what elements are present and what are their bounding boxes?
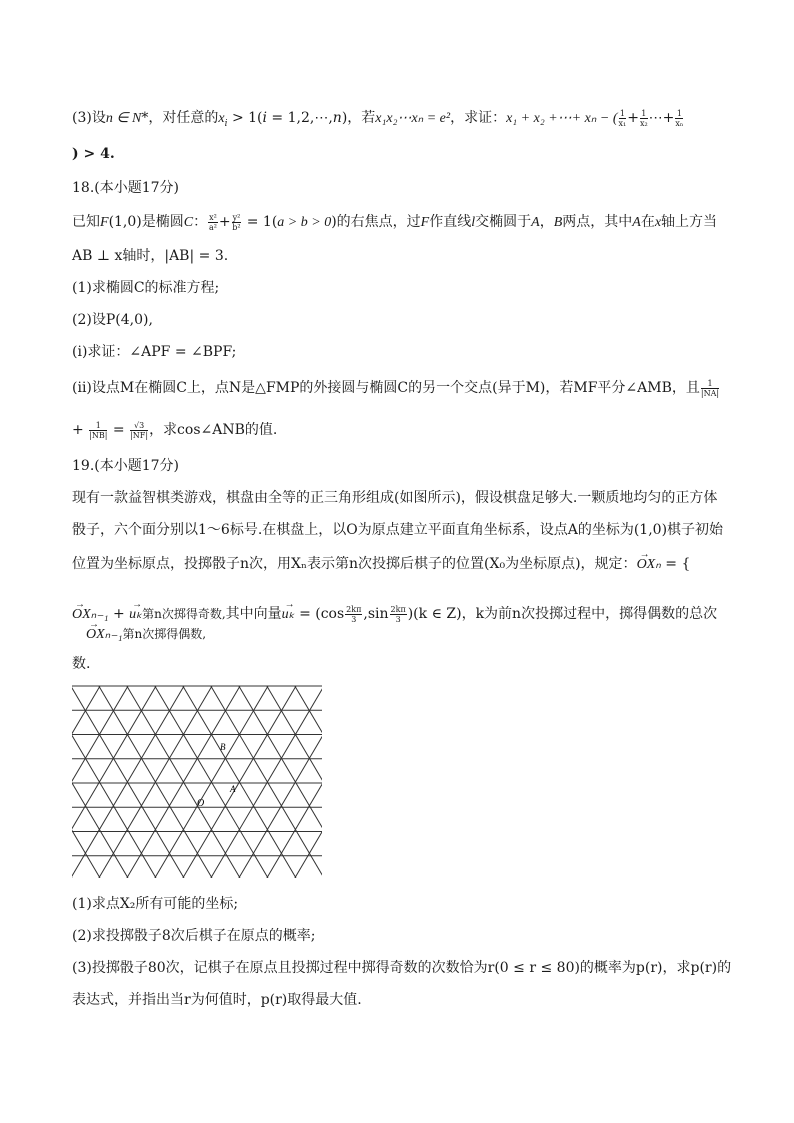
q19-part3-line1: (3)投掷骰子80次，记棋子在原点且投掷过程中掷得奇数的次数恰为r(0 ≤ r ≤ 80)的概率为p(r)，求p(r)的 [72, 960, 732, 976]
q19-text-line1: 现有一款益智棋类游戏，棋盘由全等的正三角形组成(如图所示)，假设棋盘足够大.一颗质地均匀的正方体 [72, 490, 718, 506]
board-diagonal-line [72, 686, 100, 878]
q18-part2-ii-line2: + $\frac{1}{|NB|}$ = $\frac{√3}{|NF|}$ ，求cos∠ANB的值. [72, 420, 278, 440]
q18-part2-ii-line1: (ⅱ)设点M在椭圆C上，点N是△FMP的外接圆与椭圆C的另一个交点(异于M)，若MF平分∠AMB，且 $\frac{1}{|NA|}$ [72, 378, 720, 398]
board-diagonal-line [295, 686, 322, 878]
q18-stem-line1: 已知F(1,0)是椭圆C： $\frac{\text{x²}}{\text{a²}}$ + $\frac{\text{y²}}{\text{b²}}$ = 1(a > b > 0)的右焦点，过F作直线l交椭圆于A，B两点，其中A在x轴上方当 [72, 212, 718, 232]
board-grid-lines [72, 686, 322, 878]
q19-text-line2: 骰子，六个面分别以1～6标号.在棋盘上，以O为原点建立平面直角坐标系，设点A的坐标为(1,0)棋子初始 [72, 522, 724, 538]
q18-part2: (2)设P(4,0), [72, 312, 153, 328]
q19-part1: (1)求点X₂所有可能的坐标; [72, 896, 239, 912]
board-diagonal-line [267, 686, 322, 878]
board-label-B: B [220, 742, 226, 752]
board-diagonal-line [295, 686, 322, 878]
q19-part2: (2)求投掷骰子8次后棋子在原点的概率; [72, 928, 316, 944]
q19-text-line3: 位置为坐标原点，投掷骰子n次，用Xₙ表示第n次投掷后棋子的位置(X₀为坐标原点)，规定：→ OXₙ = { [72, 554, 690, 575]
q17-part3-line: (3)设n ∈ N*，对任意的$x_i > 1(i$ = 1,2,⋯,n)，若x₁x₂⋯xₙ = e²，求证：x₁ + x₂ +⋯+ xₙ − ( $\frac{1}{\text{x₁}}$ + $\frac{1}{\text{x₂}}$ ⋯+ $\frac{1}{\text{xₙ}}$ [72, 108, 684, 129]
q18-part2-i: (ⅰ)求证：∠APF = ∠BPF; [72, 344, 237, 360]
q19-part3-line2: 表达式，并指出当r为何值时，p(r)取得最大值. [72, 992, 362, 1008]
q19-text-line5: 数. [72, 656, 91, 672]
q19-heading: 19.(本小题17分) [72, 458, 180, 474]
board-diagonal-line [72, 686, 100, 878]
q19-text-case2: → OXₙ₋₁第n次掷得偶数, [86, 624, 206, 645]
q18-heading: 18.(本小题17分) [72, 180, 180, 196]
board-diagonal-line [267, 686, 322, 878]
q18-stem-line2: AB ⊥ x轴时，|AB| = 3. [72, 248, 229, 264]
board-label-A: A [230, 784, 236, 794]
board-label-O: O [197, 798, 205, 809]
q18-part1: (1)求椭圆C的标准方程; [72, 280, 220, 296]
triangular-board-figure [72, 682, 322, 878]
q17-part3-tail: ) > 4. [72, 146, 115, 162]
q19-text-line4: → OXₙ₋₁ + → uₖ第n次掷得奇数,其中向量→ uₖ = (cos $\frac{2k\pi}{3}$ ,sin $\frac{2k\pi}{3}$ )(k ∈ Z)，k为前n次投掷过程中，掷得偶数的总次 [72, 604, 717, 625]
